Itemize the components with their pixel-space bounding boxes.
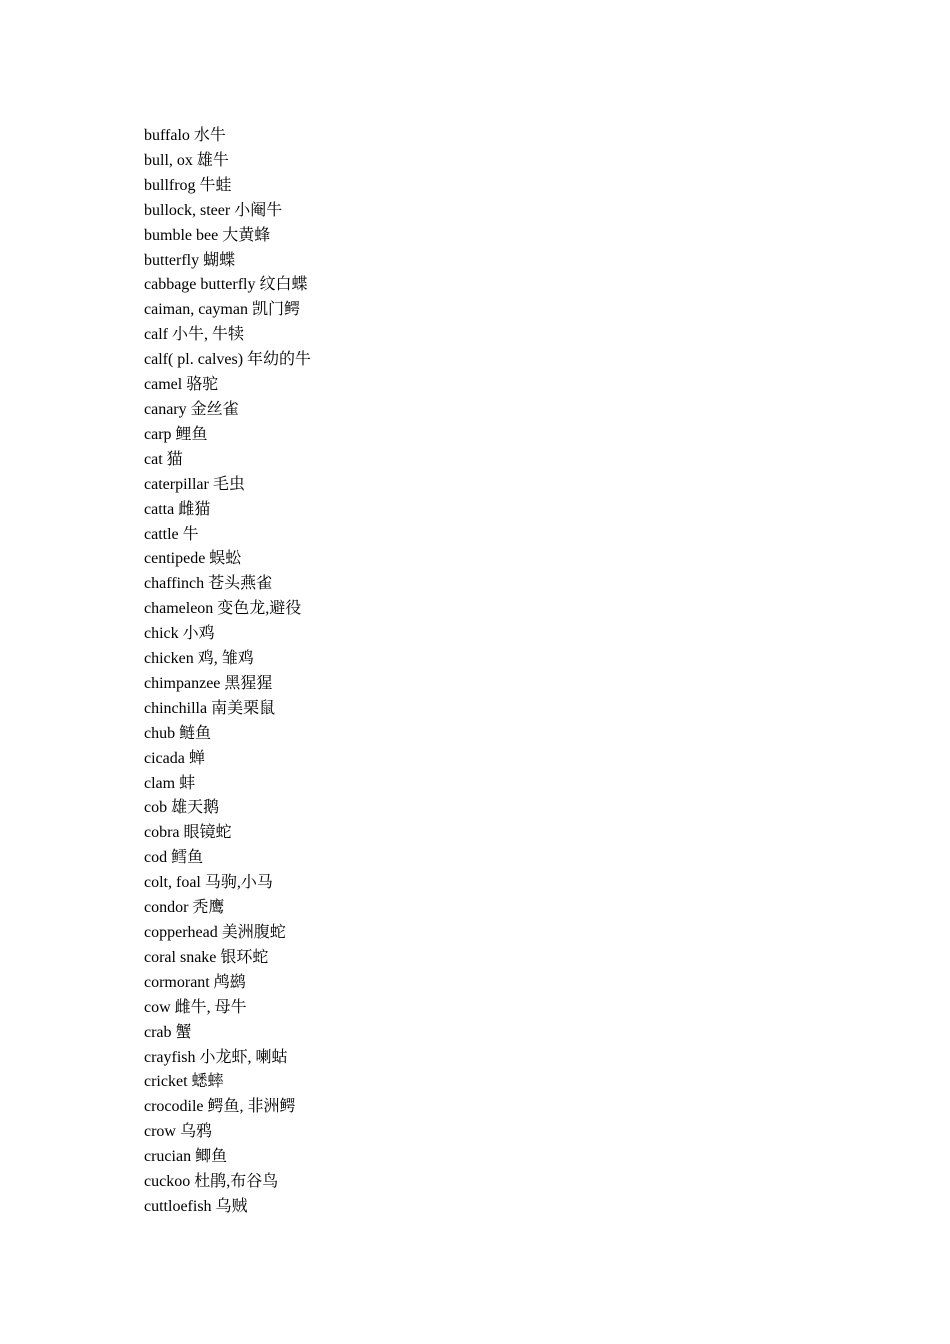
vocabulary-entry: chimpanzee 黑猩猩 — [144, 674, 273, 692]
vocabulary-entry: crow 乌鸦 — [144, 1123, 212, 1141]
vocabulary-entry: chinchilla 南美栗鼠 — [144, 699, 276, 717]
vocabulary-entry: copperhead 美洲腹蛇 — [144, 924, 286, 941]
vocabulary-entry: coral snake 银环蛇 — [144, 948, 269, 966]
vocabulary-entry: cicada 蝉 — [144, 749, 205, 767]
vocabulary-entry: crucian 鲫鱼 — [144, 1148, 228, 1166]
vocabulary-entry: bull, ox 雄牛 — [144, 151, 229, 169]
vocabulary-entry: caiman, cayman 凯门鳄 — [144, 301, 300, 319]
vocabulary-entry: cabbage butterfly 纹白蝶 — [144, 276, 308, 294]
vocabulary-entry: chub 鲢鱼 — [144, 724, 212, 742]
vocabulary-entry: chick 小鸡 — [144, 625, 215, 643]
vocabulary-entry: chicken 鸡, 雏鸡 — [144, 650, 254, 668]
vocabulary-entry: calf 小牛, 牛犊 — [144, 326, 244, 344]
vocabulary-entry: canary 金丝雀 — [144, 400, 239, 418]
vocabulary-entry: cat 猫 — [144, 450, 183, 468]
vocabulary-entry: crayfish 小龙虾, 喇蛄 — [144, 1048, 288, 1066]
vocabulary-entry: calf( pl. calves) 年幼的牛 — [144, 351, 312, 369]
vocabulary-entry: bumble bee 大黄蜂 — [144, 226, 271, 244]
vocabulary-entry: clam 蚌 — [144, 774, 196, 792]
vocabulary-entry: catta 雌猫 — [144, 500, 211, 518]
vocabulary-entry: cattle 牛 — [144, 525, 199, 543]
vocabulary-entry: cod 鳕鱼 — [144, 849, 204, 867]
vocabulary-entry: crocodile 鳄鱼, 非洲鳄 — [144, 1098, 296, 1116]
vocabulary-entry: bullock, steer 小阉牛 — [144, 201, 283, 219]
vocabulary-entry: cobra 眼镜蛇 — [144, 824, 232, 842]
vocabulary-entry: buffalo 水牛 — [144, 127, 226, 144]
vocabulary-entry: cuttloefish 乌贼 — [144, 1197, 248, 1215]
vocabulary-entry: crab 蟹 — [144, 1023, 192, 1041]
vocabulary-entry: condor 秃鹰 — [144, 899, 225, 917]
vocabulary-entry: colt, foal 马驹,小马 — [144, 874, 273, 892]
vocabulary-entry: cow 雌牛, 母牛 — [144, 998, 247, 1016]
vocabulary-entry: camel 骆驼 — [144, 376, 219, 394]
vocabulary-entry: cuckoo 杜鹃,布谷鸟 — [144, 1173, 279, 1191]
vocabulary-entry: bullfrog 牛蛙 — [144, 176, 232, 194]
vocabulary-entry: butterfly 蝴蝶 — [144, 251, 236, 269]
vocabulary-entry: cricket 蟋蟀 — [144, 1073, 224, 1091]
vocabulary-list — [144, 124, 311, 1220]
vocabulary-entry: caterpillar 毛虫 — [144, 475, 245, 493]
vocabulary-entry: cob 雄天鹅 — [144, 799, 220, 817]
vocabulary-entry: chaffinch 苍头燕雀 — [144, 575, 273, 593]
vocabulary-entry: cormorant 鸬鹚 — [144, 973, 246, 991]
vocabulary-entry: chameleon 变色龙,避役 — [144, 600, 302, 618]
vocabulary-entry: carp 鲤鱼 — [144, 425, 208, 443]
vocabulary-entry: centipede 蜈蚣 — [144, 550, 242, 568]
